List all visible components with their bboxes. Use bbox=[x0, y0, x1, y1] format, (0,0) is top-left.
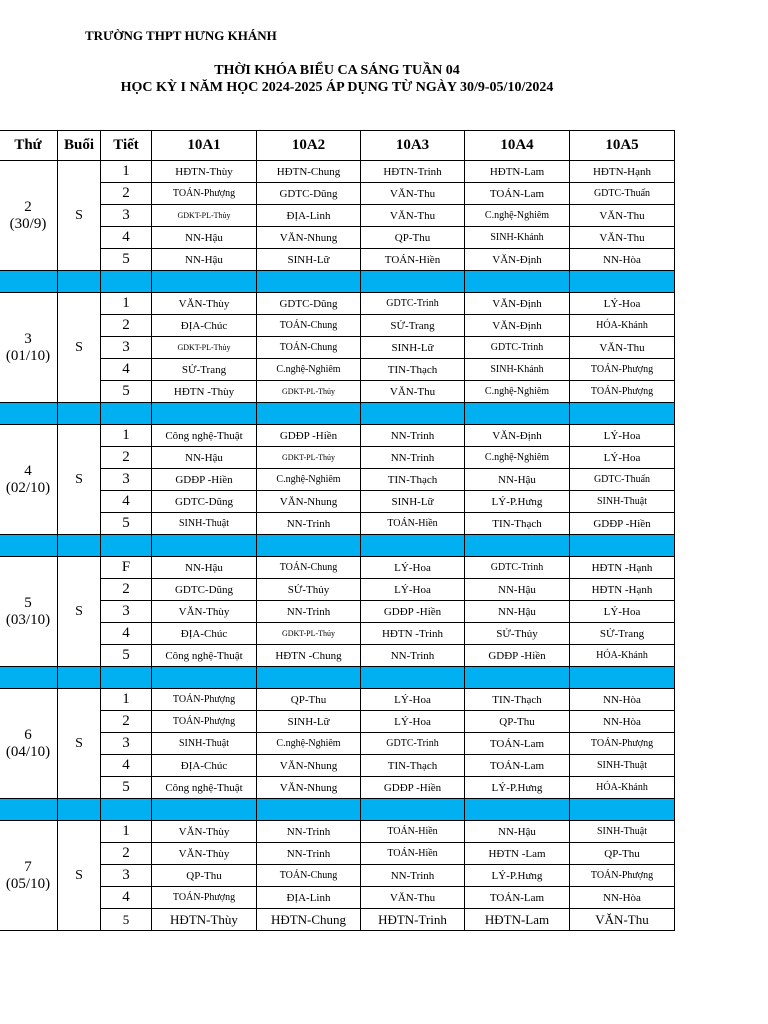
lesson-cell: VĂN-Thùy bbox=[152, 843, 257, 865]
lesson-cell: VĂN-Thùy bbox=[152, 293, 257, 315]
lesson-cell: NN-Hậu bbox=[465, 821, 570, 843]
separator-cell bbox=[465, 799, 570, 821]
period-cell: 5 bbox=[101, 513, 152, 535]
separator-cell bbox=[101, 271, 152, 293]
separator-cell bbox=[465, 535, 570, 557]
lesson-cell: GDĐP -Hiền bbox=[257, 425, 361, 447]
period-cell: 4 bbox=[101, 227, 152, 249]
day-cell bbox=[0, 821, 58, 931]
lesson-cell: VĂN-Nhung bbox=[257, 227, 361, 249]
lesson-cell: GDTC-Dũng bbox=[257, 293, 361, 315]
lesson-cell: SINH-Thuật bbox=[152, 733, 257, 755]
lesson-cell: C.nghệ-Nghiêm bbox=[465, 205, 570, 227]
lesson-cell: VĂN-Thu bbox=[570, 909, 675, 931]
column-header: Tiết bbox=[101, 131, 152, 161]
separator-cell bbox=[361, 799, 465, 821]
lesson-cell: QP-Thu bbox=[465, 711, 570, 733]
lesson-cell: NN-Hòa bbox=[570, 689, 675, 711]
lesson-cell: TOÁN-Chung bbox=[257, 315, 361, 337]
table-row bbox=[0, 513, 675, 535]
page-title: THỜI KHÓA BIỂU CA SÁNG TUẦN 04 bbox=[214, 63, 460, 78]
table-row bbox=[0, 601, 675, 623]
separator-cell bbox=[465, 271, 570, 293]
lesson-cell: GDTC-Thuấn bbox=[570, 183, 675, 205]
column-header: 10A4 bbox=[465, 131, 570, 161]
period-cell: F bbox=[101, 557, 152, 579]
day-number: 6 bbox=[24, 726, 32, 743]
period-cell: 1 bbox=[101, 425, 152, 447]
separator-cell bbox=[361, 271, 465, 293]
lesson-cell: VĂN-Thu bbox=[570, 227, 675, 249]
lesson-cell: QP-Thu bbox=[257, 689, 361, 711]
table-row bbox=[0, 315, 675, 337]
separator-cell bbox=[0, 799, 58, 821]
lesson-cell: TOÁN-Lam bbox=[465, 755, 570, 777]
lesson-cell: C.nghệ-Nghiêm bbox=[257, 469, 361, 491]
lesson-cell: TOÁN-Phượng bbox=[152, 887, 257, 909]
period-cell: 3 bbox=[101, 733, 152, 755]
lesson-cell: VĂN-Thu bbox=[361, 887, 465, 909]
period-cell: 2 bbox=[101, 315, 152, 337]
period-cell: 3 bbox=[101, 205, 152, 227]
separator-cell bbox=[570, 667, 675, 689]
lesson-cell: VĂN-Nhung bbox=[257, 491, 361, 513]
lesson-cell: QP-Thu bbox=[361, 227, 465, 249]
lesson-cell: TIN-Thạch bbox=[361, 469, 465, 491]
lesson-cell: GDĐP -Hiền bbox=[570, 513, 675, 535]
separator-cell bbox=[0, 535, 58, 557]
separator-cell bbox=[58, 799, 101, 821]
table-row bbox=[0, 557, 675, 579]
lesson-cell: SINH-Lữ bbox=[257, 711, 361, 733]
separator-cell bbox=[58, 403, 101, 425]
lesson-cell: TOÁN-Phượng bbox=[570, 359, 675, 381]
day-cell bbox=[0, 293, 58, 403]
lesson-cell: GDKT-PL-Thủy bbox=[257, 381, 361, 403]
lesson-cell: HĐTN-Hạnh bbox=[570, 161, 675, 183]
table-row bbox=[0, 447, 675, 469]
column-header: 10A1 bbox=[152, 131, 257, 161]
separator-cell bbox=[58, 271, 101, 293]
lesson-cell: TOÁN-Hiền bbox=[361, 843, 465, 865]
lesson-cell: GDTC-Dũng bbox=[152, 579, 257, 601]
lesson-cell: NN-Hòa bbox=[570, 711, 675, 733]
lesson-cell: TOÁN-Phượng bbox=[152, 689, 257, 711]
separator-cell bbox=[0, 667, 58, 689]
lesson-cell: LÝ-Hoa bbox=[570, 601, 675, 623]
table-row bbox=[0, 909, 675, 931]
period-cell: 1 bbox=[101, 821, 152, 843]
day-date: (01/10) bbox=[5, 347, 51, 364]
period-cell: 4 bbox=[101, 623, 152, 645]
lesson-cell: NN-Hậu bbox=[152, 227, 257, 249]
lesson-cell: LÝ-Hoa bbox=[570, 447, 675, 469]
lesson-cell: LÝ-Hoa bbox=[570, 293, 675, 315]
lesson-cell: HÓA-Khánh bbox=[570, 777, 675, 799]
day-number: 4 bbox=[24, 462, 32, 479]
day-date: (03/10) bbox=[5, 611, 51, 628]
separator-cell bbox=[58, 667, 101, 689]
lesson-cell: SỬ-Thủy bbox=[257, 579, 361, 601]
table-row bbox=[0, 469, 675, 491]
lesson-cell: VĂN-Thùy bbox=[152, 821, 257, 843]
day-cell bbox=[0, 161, 58, 271]
lesson-cell: QP-Thu bbox=[152, 865, 257, 887]
separator-cell bbox=[101, 667, 152, 689]
lesson-cell: LÝ-Hoa bbox=[361, 557, 465, 579]
day-cell bbox=[0, 689, 58, 799]
lesson-cell: TOÁN-Hiền bbox=[361, 249, 465, 271]
lesson-cell: HĐTN-Chung bbox=[257, 161, 361, 183]
column-header: Buổi bbox=[58, 131, 101, 161]
table-row bbox=[0, 623, 675, 645]
session-cell: S bbox=[58, 161, 101, 271]
day-cell bbox=[0, 425, 58, 535]
lesson-cell: VĂN-Thu bbox=[361, 205, 465, 227]
separator-cell bbox=[152, 403, 257, 425]
lesson-cell: C.nghệ-Nghiêm bbox=[257, 733, 361, 755]
lesson-cell: GDKT-PL-Thủy bbox=[152, 205, 257, 227]
lesson-cell: GDTC-Trinh bbox=[465, 557, 570, 579]
day-separator-row bbox=[0, 667, 675, 689]
day-number: 3 bbox=[24, 330, 32, 347]
lesson-cell: NN-Trinh bbox=[361, 447, 465, 469]
lesson-cell: GDĐP -Hiền bbox=[361, 777, 465, 799]
table-row bbox=[0, 865, 675, 887]
period-cell: 2 bbox=[101, 579, 152, 601]
lesson-cell: HĐTN -Hạnh bbox=[570, 579, 675, 601]
page-subtitle: HỌC KỲ I NĂM HỌC 2024-2025 ÁP DỤNG TỪ NGÀY 30/9-05/10/2024 bbox=[120, 80, 554, 95]
lesson-cell: NN-Hậu bbox=[152, 249, 257, 271]
lesson-cell: GDĐP -Hiền bbox=[152, 469, 257, 491]
lesson-cell: VĂN-Định bbox=[465, 315, 570, 337]
lesson-cell: LÝ-Hoa bbox=[361, 689, 465, 711]
lesson-cell: HĐTN-Chung bbox=[257, 909, 361, 931]
session-cell: S bbox=[58, 557, 101, 667]
separator-cell bbox=[152, 271, 257, 293]
session-cell: S bbox=[58, 821, 101, 931]
separator-cell bbox=[361, 667, 465, 689]
lesson-cell: NN-Hậu bbox=[465, 469, 570, 491]
lesson-cell: NN-Trinh bbox=[361, 865, 465, 887]
lesson-cell: ĐỊA-Linh bbox=[257, 887, 361, 909]
timetable-body bbox=[0, 161, 675, 931]
table-row bbox=[0, 491, 675, 513]
separator-cell bbox=[570, 271, 675, 293]
lesson-cell: NN-Trinh bbox=[257, 513, 361, 535]
separator-cell bbox=[152, 667, 257, 689]
table-row bbox=[0, 777, 675, 799]
lesson-cell: HĐTN-Lam bbox=[465, 909, 570, 931]
period-cell: 4 bbox=[101, 359, 152, 381]
day-separator-row bbox=[0, 535, 675, 557]
lesson-cell: GDKT-PL-Thủy bbox=[257, 447, 361, 469]
lesson-cell: TOÁN-Phượng bbox=[570, 865, 675, 887]
lesson-cell: NN-Trinh bbox=[257, 843, 361, 865]
period-cell: 3 bbox=[101, 337, 152, 359]
lesson-cell: HĐTN -Trinh bbox=[361, 623, 465, 645]
lesson-cell: NN-Hòa bbox=[570, 887, 675, 909]
lesson-cell: HĐTN -Lam bbox=[465, 843, 570, 865]
day-separator-row bbox=[0, 799, 675, 821]
table-row bbox=[0, 227, 675, 249]
table-row bbox=[0, 205, 675, 227]
lesson-cell: GDTC-Thuấn bbox=[570, 469, 675, 491]
separator-cell bbox=[152, 535, 257, 557]
lesson-cell: SINH-Lữ bbox=[361, 491, 465, 513]
lesson-cell: Công nghệ-Thuật bbox=[152, 777, 257, 799]
separator-cell bbox=[58, 535, 101, 557]
table-row bbox=[0, 161, 675, 183]
period-cell: 4 bbox=[101, 887, 152, 909]
table-row bbox=[0, 183, 675, 205]
separator-cell bbox=[570, 403, 675, 425]
lesson-cell: LÝ-P.Hưng bbox=[465, 491, 570, 513]
lesson-cell: TOÁN-Lam bbox=[465, 733, 570, 755]
lesson-cell: TOÁN-Lam bbox=[465, 887, 570, 909]
separator-cell bbox=[257, 535, 361, 557]
separator-cell bbox=[465, 667, 570, 689]
lesson-cell: TOÁN-Phượng bbox=[152, 183, 257, 205]
lesson-cell: C.nghệ-Nghiêm bbox=[257, 359, 361, 381]
table-row bbox=[0, 887, 675, 909]
day-number: 5 bbox=[24, 594, 32, 611]
lesson-cell: TOÁN-Chung bbox=[257, 557, 361, 579]
day-number: 2 bbox=[24, 198, 32, 215]
table-row bbox=[0, 381, 675, 403]
lesson-cell: SỬ-Trang bbox=[152, 359, 257, 381]
lesson-cell: HÓA-Khánh bbox=[570, 645, 675, 667]
period-cell: 2 bbox=[101, 447, 152, 469]
table-row bbox=[0, 337, 675, 359]
separator-cell bbox=[0, 403, 58, 425]
lesson-cell: NN-Trinh bbox=[361, 425, 465, 447]
day-date: (30/9) bbox=[9, 215, 47, 232]
lesson-cell: SINH-Lữ bbox=[257, 249, 361, 271]
lesson-cell: C.nghệ-Nghiêm bbox=[465, 381, 570, 403]
lesson-cell: LÝ-Hoa bbox=[361, 711, 465, 733]
lesson-cell: HĐTN-Thùy bbox=[152, 161, 257, 183]
column-header: Thứ bbox=[0, 131, 58, 161]
lesson-cell: SINH-Khánh bbox=[465, 227, 570, 249]
lesson-cell: HĐTN -Thùy bbox=[152, 381, 257, 403]
column-header: 10A2 bbox=[257, 131, 361, 161]
lesson-cell: HĐTN-Thùy bbox=[152, 909, 257, 931]
lesson-cell: GDTC-Trinh bbox=[361, 293, 465, 315]
day-date: (04/10) bbox=[5, 743, 51, 760]
lesson-cell: ĐỊA-Linh bbox=[257, 205, 361, 227]
lesson-cell: SỬ-Thủy bbox=[465, 623, 570, 645]
table-row bbox=[0, 755, 675, 777]
session-cell: S bbox=[58, 293, 101, 403]
period-cell: 2 bbox=[101, 711, 152, 733]
lesson-cell: HĐTN-Trinh bbox=[361, 909, 465, 931]
lesson-cell: VĂN-Thu bbox=[361, 381, 465, 403]
period-cell: 4 bbox=[101, 491, 152, 513]
table-row bbox=[0, 733, 675, 755]
period-cell: 1 bbox=[101, 293, 152, 315]
lesson-cell: HĐTN-Lam bbox=[465, 161, 570, 183]
lesson-cell: GDĐP -Hiền bbox=[361, 601, 465, 623]
lesson-cell: HÓA-Khánh bbox=[570, 315, 675, 337]
separator-cell bbox=[152, 799, 257, 821]
table-row bbox=[0, 579, 675, 601]
lesson-cell: QP-Thu bbox=[570, 843, 675, 865]
lesson-cell: GDTC-Dũng bbox=[257, 183, 361, 205]
lesson-cell: ĐỊA-Chúc bbox=[152, 315, 257, 337]
lesson-cell: TIN-Thạch bbox=[361, 755, 465, 777]
lesson-cell: SỬ-Trang bbox=[570, 623, 675, 645]
lesson-cell: TOÁN-Hiền bbox=[361, 821, 465, 843]
separator-cell bbox=[570, 535, 675, 557]
lesson-cell: LÝ-P.Hưng bbox=[465, 865, 570, 887]
lesson-cell: NN-Hòa bbox=[570, 249, 675, 271]
lesson-cell: TIN-Thạch bbox=[465, 513, 570, 535]
period-cell: 5 bbox=[101, 249, 152, 271]
lesson-cell: TOÁN-Hiền bbox=[361, 513, 465, 535]
table-row bbox=[0, 821, 675, 843]
separator-cell bbox=[570, 799, 675, 821]
school-name: TRƯỜNG THPT HƯNG KHÁNH bbox=[85, 28, 277, 43]
separator-cell bbox=[465, 403, 570, 425]
lesson-cell: SINH-Thuật bbox=[570, 755, 675, 777]
lesson-cell: TOÁN-Chung bbox=[257, 337, 361, 359]
lesson-cell: NN-Trinh bbox=[257, 601, 361, 623]
separator-cell bbox=[101, 535, 152, 557]
lesson-cell: SỬ-Trang bbox=[361, 315, 465, 337]
lesson-cell: LÝ-P.Hưng bbox=[465, 777, 570, 799]
period-cell: 3 bbox=[101, 601, 152, 623]
lesson-cell: TOÁN-Phượng bbox=[152, 711, 257, 733]
period-cell: 2 bbox=[101, 843, 152, 865]
table-row bbox=[0, 293, 675, 315]
lesson-cell: TOÁN-Chung bbox=[257, 865, 361, 887]
separator-cell bbox=[101, 403, 152, 425]
day-separator-row bbox=[0, 271, 675, 293]
lesson-cell: TIN-Thạch bbox=[465, 689, 570, 711]
lesson-cell: GDTC-Trinh bbox=[465, 337, 570, 359]
lesson-cell: HĐTN -Hạnh bbox=[570, 557, 675, 579]
separator-cell bbox=[361, 535, 465, 557]
column-header: 10A3 bbox=[361, 131, 465, 161]
lesson-cell: TOÁN-Phượng bbox=[570, 381, 675, 403]
period-cell: 5 bbox=[101, 645, 152, 667]
period-cell: 5 bbox=[101, 381, 152, 403]
lesson-cell: Công nghệ-Thuật bbox=[152, 645, 257, 667]
header-row bbox=[0, 131, 675, 161]
period-cell: 3 bbox=[101, 469, 152, 491]
period-cell: 1 bbox=[101, 161, 152, 183]
lesson-cell: GDĐP -Hiền bbox=[465, 645, 570, 667]
lesson-cell: VĂN-Định bbox=[465, 293, 570, 315]
period-cell: 5 bbox=[101, 777, 152, 799]
lesson-cell: TOÁN-Lam bbox=[465, 183, 570, 205]
table-row bbox=[0, 359, 675, 381]
lesson-cell: NN-Hậu bbox=[152, 447, 257, 469]
lesson-cell: VĂN-Nhung bbox=[257, 777, 361, 799]
lesson-cell: VĂN-Định bbox=[465, 249, 570, 271]
timetable bbox=[0, 130, 675, 931]
table-row bbox=[0, 689, 675, 711]
lesson-cell: Công nghệ-Thuật bbox=[152, 425, 257, 447]
day-date: (02/10) bbox=[5, 479, 51, 496]
lesson-cell: SINH-Lữ bbox=[361, 337, 465, 359]
separator-cell bbox=[257, 271, 361, 293]
lesson-cell: C.nghệ-Nghiêm bbox=[465, 447, 570, 469]
lesson-cell: SINH-Khánh bbox=[465, 359, 570, 381]
lesson-cell: ĐỊA-Chúc bbox=[152, 623, 257, 645]
lesson-cell: LÝ-Hoa bbox=[570, 425, 675, 447]
separator-cell bbox=[257, 667, 361, 689]
separator-cell bbox=[101, 799, 152, 821]
lesson-cell: VĂN-Thu bbox=[570, 205, 675, 227]
lesson-cell: NN-Trinh bbox=[361, 645, 465, 667]
period-cell: 1 bbox=[101, 689, 152, 711]
column-header: 10A5 bbox=[570, 131, 675, 161]
lesson-cell: NN-Hậu bbox=[152, 557, 257, 579]
lesson-cell: GDKT-PL-Thủy bbox=[257, 623, 361, 645]
lesson-cell: VĂN-Định bbox=[465, 425, 570, 447]
separator-cell bbox=[361, 403, 465, 425]
day-number: 7 bbox=[24, 858, 32, 875]
separator-cell bbox=[257, 403, 361, 425]
lesson-cell: SINH-Thuật bbox=[570, 821, 675, 843]
table-row bbox=[0, 711, 675, 733]
day-separator-row bbox=[0, 403, 675, 425]
lesson-cell: NN-Hậu bbox=[465, 579, 570, 601]
table-row bbox=[0, 843, 675, 865]
table-row bbox=[0, 249, 675, 271]
lesson-cell: GDKT-PL-Thủy bbox=[152, 337, 257, 359]
table-row bbox=[0, 425, 675, 447]
lesson-cell: HĐTN -Chung bbox=[257, 645, 361, 667]
separator-cell bbox=[257, 799, 361, 821]
lesson-cell: NN-Hậu bbox=[465, 601, 570, 623]
period-cell: 3 bbox=[101, 865, 152, 887]
lesson-cell: ĐỊA-Chúc bbox=[152, 755, 257, 777]
day-cell bbox=[0, 557, 58, 667]
lesson-cell: GDTC-Dũng bbox=[152, 491, 257, 513]
lesson-cell: SINH-Thuật bbox=[152, 513, 257, 535]
separator-cell bbox=[0, 271, 58, 293]
lesson-cell: LÝ-Hoa bbox=[361, 579, 465, 601]
session-cell: S bbox=[58, 689, 101, 799]
lesson-cell: GDTC-Trinh bbox=[361, 733, 465, 755]
lesson-cell: SINH-Thuật bbox=[570, 491, 675, 513]
lesson-cell: TIN-Thạch bbox=[361, 359, 465, 381]
lesson-cell: VĂN-Thu bbox=[570, 337, 675, 359]
period-cell: 5 bbox=[101, 909, 152, 931]
session-cell: S bbox=[58, 425, 101, 535]
period-cell: 2 bbox=[101, 183, 152, 205]
lesson-cell: NN-Trinh bbox=[257, 821, 361, 843]
lesson-cell: VĂN-Thùy bbox=[152, 601, 257, 623]
lesson-cell: VĂN-Nhung bbox=[257, 755, 361, 777]
day-date: (05/10) bbox=[5, 875, 51, 892]
period-cell: 4 bbox=[101, 755, 152, 777]
lesson-cell: TOÁN-Phượng bbox=[570, 733, 675, 755]
table-row bbox=[0, 645, 675, 667]
lesson-cell: HĐTN-Trinh bbox=[361, 161, 465, 183]
lesson-cell: VĂN-Thu bbox=[361, 183, 465, 205]
